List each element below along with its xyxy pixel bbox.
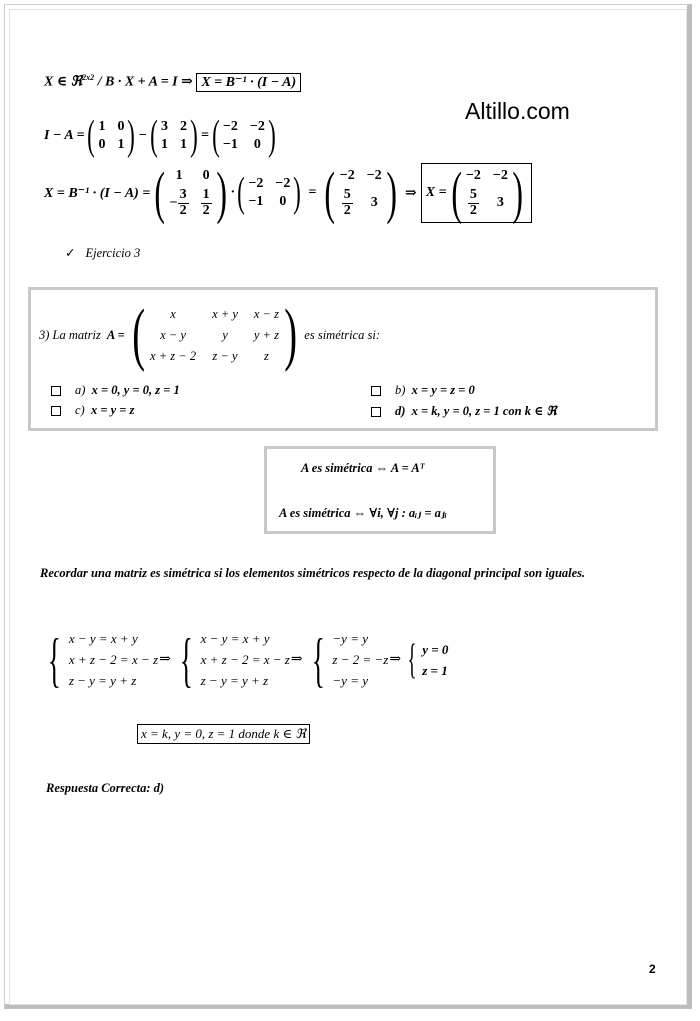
check-icon: ✓ bbox=[65, 246, 76, 260]
eq2-equals: = bbox=[200, 128, 209, 143]
eq3-implies: ⇒ bbox=[405, 185, 417, 201]
matrix-cell: y bbox=[222, 327, 228, 342]
matrix-cell: 3 bbox=[370, 195, 378, 210]
matrix-cell: − $\frac{3}{2}$ bbox=[169, 186, 187, 218]
option-a-text: x = 0, y = 0, z = 1 bbox=[91, 383, 180, 397]
option-c-text: x = y = z bbox=[90, 403, 135, 417]
matrix-cell: x + z − 2 bbox=[150, 348, 197, 363]
matrix-cell: $\frac{5}{2}$ bbox=[469, 186, 477, 218]
matrix-cell: 1 bbox=[160, 137, 168, 152]
matrix-cell: $\frac{5}{2}$ bbox=[343, 186, 351, 218]
definition-line-1: A es simétrica ⇔ A = Aᵀ bbox=[301, 461, 425, 475]
matrix-cell: z bbox=[263, 348, 269, 363]
matrix-cell: 1 bbox=[175, 167, 183, 183]
system-row: −y = y bbox=[332, 673, 368, 688]
implies-arrow: ⇒ bbox=[159, 652, 171, 667]
matrix-cell: −2 bbox=[339, 167, 355, 183]
final-result-box bbox=[421, 160, 532, 225]
exercise-title: Ejercicio 3 bbox=[85, 246, 141, 260]
matrix-x-result: ( −2 −2 $\frac{5}{2}$ 3 ) bbox=[324, 160, 397, 225]
matrix-a: ( 3 2 1 1 ) bbox=[150, 113, 198, 159]
matrix-cell: 2 bbox=[179, 119, 187, 134]
matrix-cell: z − y bbox=[212, 348, 238, 363]
question-matrix: ( x x + y x − z x − y y y + z x + z − 2 z − y z ) bbox=[131, 296, 298, 373]
eq3-equals: = bbox=[308, 185, 317, 200]
system-row: x + z − 2 = x − z bbox=[68, 652, 159, 667]
eq3-result-lhs: X = bbox=[425, 185, 447, 200]
question-suffix: es simétrica si: bbox=[304, 327, 380, 342]
checkbox-b[interactable] bbox=[371, 386, 381, 396]
system-row: z − y = y + z bbox=[68, 673, 137, 688]
matrix-cell: 1 bbox=[117, 137, 125, 152]
matrix-cell: −1 bbox=[222, 137, 238, 152]
matrix-cell: 3 bbox=[160, 119, 168, 134]
checkbox-c[interactable] bbox=[51, 406, 61, 416]
matrix-b-inverse: ( 1 0 − $\frac{3}{2}$ $\frac{1}{2}$ ) bbox=[154, 160, 227, 225]
option-b[interactable] bbox=[371, 383, 475, 398]
system-row: z = 1 bbox=[422, 662, 448, 678]
definition-box bbox=[264, 446, 496, 534]
answer-text: Respuesta Correcta: d) bbox=[46, 781, 165, 795]
option-c-label: c) bbox=[75, 403, 85, 417]
matrix-cell: −2 bbox=[222, 119, 238, 134]
eq1-boxed-result: X = B⁻¹ · (I − A) bbox=[196, 73, 301, 92]
eq3-dot: · bbox=[230, 185, 235, 200]
matrix-cell: 0 bbox=[117, 119, 125, 134]
matrix-i-minus-a: ( −2 −2 −1 0 ) bbox=[212, 113, 276, 159]
matrix-cell: −1 bbox=[248, 194, 264, 209]
eq3-lhs: X = B⁻¹ · (I − A) = bbox=[44, 185, 151, 201]
eq1-superscript: 2x2 bbox=[82, 73, 95, 82]
eq2-lhs: I − A = bbox=[44, 128, 85, 143]
system-row: z − 2 = −z bbox=[332, 652, 389, 667]
system-row-cancelled: x − y = x + y bbox=[200, 631, 270, 646]
system-2-cancelled: { x − y = x + y x + z − 2 = x − z z − y = y + z bbox=[179, 626, 290, 693]
matrix-cell: 1 bbox=[98, 119, 106, 134]
question-statement bbox=[39, 296, 380, 373]
matrix-cell: y + z bbox=[253, 327, 279, 342]
question-box bbox=[28, 287, 658, 431]
identity-matrix: ( 1 0 0 1 ) bbox=[87, 113, 136, 159]
option-a[interactable] bbox=[51, 383, 180, 398]
matrix-cell: −2 bbox=[275, 176, 291, 191]
checkbox-d[interactable] bbox=[371, 407, 381, 417]
page-number: 2 bbox=[649, 962, 656, 976]
option-b-label: b) bbox=[395, 383, 406, 397]
question-prefix: 3) La matriz bbox=[39, 327, 101, 342]
system-1: { x − y = x + y x + z − 2 = x − z z − y = y + z bbox=[47, 626, 159, 693]
system-of-equations bbox=[40, 628, 448, 691]
matrix-cell: −2 bbox=[366, 167, 382, 183]
option-a-label: a) bbox=[75, 383, 86, 397]
solution-box: x = k, y = 0, z = 1 donde k ∈ ℜ bbox=[137, 724, 310, 744]
matrix-cell: x − y bbox=[160, 327, 186, 342]
matrix-cell: $\frac{1}{2}$ bbox=[202, 186, 210, 218]
matrix-cell: −2 bbox=[465, 167, 481, 183]
brand-watermark: Altillo.com bbox=[465, 98, 570, 124]
eq2-minus: − bbox=[138, 128, 147, 143]
matrix-cell: −2 bbox=[249, 119, 265, 134]
matrix-cell: x + y bbox=[212, 306, 238, 321]
option-d-text: x = k, y = 0, z = 1 con k ∈ ℜ bbox=[411, 404, 557, 418]
equation-3 bbox=[44, 160, 532, 225]
implies-arrow: ⇒ bbox=[290, 652, 303, 667]
matrix-cell: 1 bbox=[179, 137, 187, 152]
matrix-cell: −2 bbox=[492, 167, 508, 183]
checkbox-a[interactable] bbox=[51, 386, 61, 396]
reminder-text: Recordar una matriz es simétrica si los elementos simétricos respecto de la diagonal principal son iguales. bbox=[40, 566, 586, 580]
matrix-cell: x bbox=[170, 306, 176, 321]
system-row-cancelled: x + z − 2 = x − z bbox=[200, 652, 290, 667]
option-c[interactable] bbox=[51, 403, 134, 418]
system-row: x − y = x + y bbox=[68, 631, 138, 646]
question-lhs: A = bbox=[106, 327, 125, 342]
eq1-lhs: X ∈ ℜ bbox=[44, 74, 83, 90]
equation-2 bbox=[44, 115, 279, 157]
equation-1 bbox=[44, 73, 301, 91]
system-row-cancelled: z − y = y + z bbox=[200, 673, 269, 688]
matrix-cell: 0 bbox=[253, 137, 261, 152]
system-row: y = 0 bbox=[422, 641, 449, 657]
system-row: −y = y bbox=[332, 631, 368, 646]
matrix-cell: 0 bbox=[202, 167, 210, 183]
system-3: { −y = y z − 2 = −z −y = y bbox=[311, 626, 389, 693]
option-d-label: d) bbox=[395, 404, 406, 418]
matrix-cell: 3 bbox=[496, 195, 504, 210]
matrix-cell: 0 bbox=[279, 194, 287, 209]
definition-line-2: A es simétrica ⇔ ∀i, ∀j : aᵢⱼ = aⱼᵢ bbox=[279, 506, 447, 520]
exercise-heading bbox=[65, 245, 140, 261]
matrix-cell: 0 bbox=[98, 137, 106, 152]
matrix-cell: −2 bbox=[248, 176, 264, 191]
option-d[interactable] bbox=[371, 403, 557, 419]
eq1-mid: / B · X + A = I ⇒ bbox=[94, 74, 197, 90]
option-b-text: x = y = z = 0 bbox=[411, 383, 475, 397]
system-4: { y = 0 z = 1 bbox=[407, 636, 449, 683]
implies-arrow: ⇒ bbox=[389, 652, 402, 667]
matrix-cell: x − z bbox=[253, 306, 279, 321]
matrix-x-final: ( −2 −2 $\frac{5}{2}$ 3 ) bbox=[450, 160, 523, 225]
matrix-i-minus-a-2: ( −2 −2 −1 0 ) bbox=[237, 170, 302, 216]
